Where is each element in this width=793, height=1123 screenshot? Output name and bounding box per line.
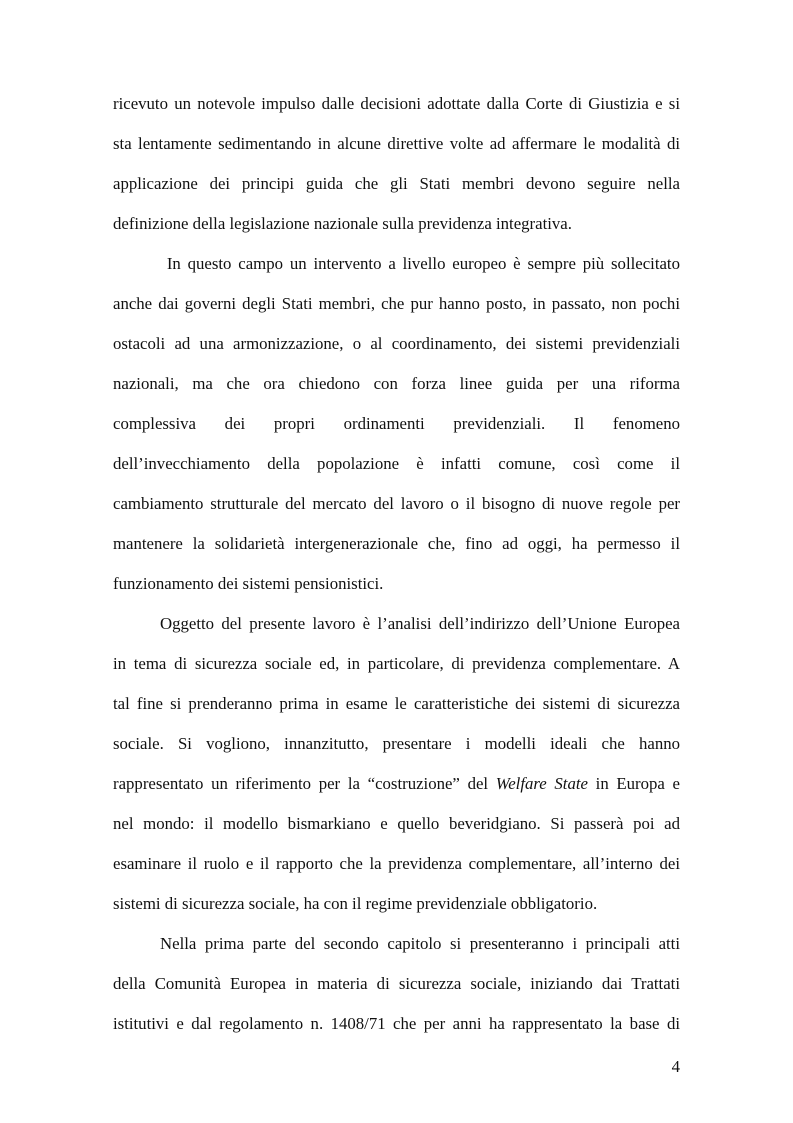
text-line: anche dai governi degli Stati membri, che pur hanno posto, in passato, non pochi	[113, 294, 680, 313]
text-line: sistemi di sicurezza sociale, ha con il regime previdenziale obbligatorio.	[113, 894, 598, 913]
text-line: sta lentamente sedimentando in alcune direttive volte ad affermare le modalità di	[113, 134, 680, 153]
text-line: nel mondo: il modello bismarkiano e quello beveridgiano. Si passerà poi ad	[113, 814, 680, 833]
text-line: tal fine si prenderanno prima in esame le caratteristiche dei sistemi di sicurezza	[113, 694, 680, 713]
text-line: Oggetto del presente lavoro è l’analisi dell’indirizzo dell’Unione Europea	[160, 614, 680, 633]
text-line: istitutivi e dal regolamento n. 1408/71 che per anni ha rappresentato la base di	[113, 1014, 680, 1033]
text-line: sociale. Si vogliono, innanzitutto, presentare i modelli ideali che hanno	[113, 734, 680, 753]
text-line: ricevuto un notevole impulso dalle decisioni adottate dalla Corte di Giustizia e si	[113, 94, 680, 113]
text-segment: in Europa e	[587, 774, 680, 793]
page-number: 4	[671, 1057, 680, 1076]
text-line: mantenere la solidarietà intergenerazionale che, fino ad oggi, ha permesso il	[113, 534, 680, 553]
text-line	[113, 773, 680, 795]
text-line: applicazione dei principi guida che gli Stati membri devono seguire nella	[113, 174, 680, 193]
text-line: dell’invecchiamento della popolazione è infatti comune, così come il	[113, 454, 680, 473]
text-line: esaminare il ruolo e il rapporto che la previdenza complementare, all’interno dei	[113, 854, 680, 873]
text-segment: rappresentato un riferimento per la “costruzione” del	[113, 774, 496, 793]
text-line: definizione della legislazione nazionale sulla previdenza integrativa.	[113, 214, 572, 233]
italic-term: Welfare State	[495, 774, 588, 793]
text-line: ostacoli ad una armonizzazione, o al coordinamento, dei sistemi previdenziali	[113, 334, 680, 353]
text-line: Nella prima parte del secondo capitolo si presenteranno i principali atti	[160, 934, 680, 953]
text-line: cambiamento strutturale del mercato del lavoro o il bisogno di nuove regole per	[113, 494, 680, 513]
text-line: nazionali, ma che ora chiedono con forza linee guida per una riforma	[113, 374, 680, 393]
text-line: della Comunità Europea in materia di sicurezza sociale, iniziando dai Trattati	[113, 974, 680, 993]
text-line: in tema di sicurezza sociale ed, in particolare, di previdenza complementare. A	[113, 654, 680, 673]
text-line: funzionamento dei sistemi pensionistici.	[113, 574, 384, 593]
text-line: In questo campo un intervento a livello europeo è sempre più sollecitato	[160, 254, 680, 273]
text-line: complessiva dei propri ordinamenti previdenziali. Il fenomeno	[113, 414, 680, 433]
